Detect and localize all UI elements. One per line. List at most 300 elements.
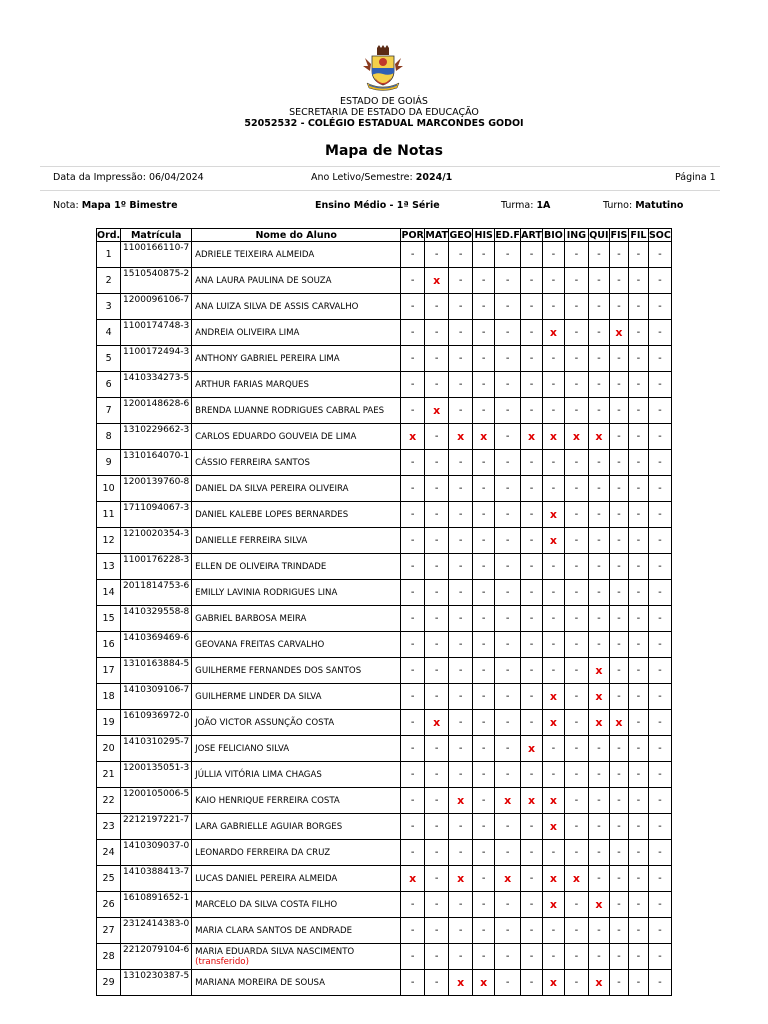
grade-cell: - [449,632,473,658]
grade-cell: - [495,398,521,424]
grade-cell: - [628,840,648,866]
grade-cell: - [648,606,671,632]
order-cell: 29 [97,970,121,996]
grade-flag-cell: x [401,866,425,892]
grade-cell: - [609,918,628,944]
grade-cell: - [521,918,543,944]
grade-cell: - [628,528,648,554]
print-date-field [53,172,204,183]
grade-cell: - [648,814,671,840]
grade-cell: - [609,528,628,554]
grade-cell: - [609,424,628,450]
grade-cell: - [521,398,543,424]
table-row [97,502,672,528]
grade-cell: - [588,632,609,658]
table-row [97,684,672,710]
grade-cell: - [473,606,495,632]
table-row [97,476,672,502]
student-name-cell [192,476,401,502]
grade-cell: - [495,580,521,606]
grade-cell: - [588,450,609,476]
table-row [97,736,672,762]
order-cell: 3 [97,294,121,320]
student-name-cell [192,528,401,554]
grade-cell: - [495,944,521,970]
grade-cell: - [609,580,628,606]
column-header: MAT [425,229,448,241]
table-row [97,528,672,554]
grade-cell: - [542,918,564,944]
grade-cell: - [588,242,609,268]
grade-cell: - [588,840,609,866]
shift-value: Matutino [635,200,684,211]
grade-cell: - [609,944,628,970]
order-cell: 13 [97,554,121,580]
grade-cell: - [473,450,495,476]
print-date-value: 06/04/2024 [148,172,204,183]
grade-cell: - [648,294,671,320]
column-header: HIS [474,229,493,241]
grade-cell: - [521,814,543,840]
grade-cell: - [521,450,543,476]
grade-flag-cell: x [542,684,564,710]
grade-cell: - [648,684,671,710]
order-cell: 9 [97,450,121,476]
grade-cell: - [628,892,648,918]
grade-cell: - [609,242,628,268]
grade-cell: - [628,398,648,424]
student-name: LEONARDO FERREIRA DA CRUZ [195,847,331,858]
grade-cell: - [588,476,609,502]
grade-cell: - [521,268,543,294]
class-value: 1A [536,200,551,211]
grade-cell: - [425,424,449,450]
order-cell: 28 [97,944,121,970]
column-header: Matrícula [121,229,192,242]
grade-cell: - [473,476,495,502]
grade-cell: - [628,658,648,684]
page-number-field [675,172,716,183]
grade-cell: - [425,970,449,996]
grade-cell: - [628,814,648,840]
grade-cell: - [401,658,425,684]
grade-cell: - [564,840,588,866]
grade-cell: - [473,294,495,320]
registration-cell: 1310163884-5 [121,658,192,684]
grade-cell: - [521,476,543,502]
grade-cell: - [473,736,495,762]
grade-cell: - [628,502,648,528]
grade-cell: - [588,398,609,424]
grade-cell: - [588,320,609,346]
grade-cell: - [473,268,495,294]
grade-cell: - [648,424,671,450]
table-row [97,788,672,814]
grade-cell: - [401,970,425,996]
registration-cell: 2312414383-0 [121,918,192,944]
order-cell: 8 [97,424,121,450]
grade-cell: - [425,528,449,554]
grade-cell: - [473,684,495,710]
student-name: JOSE FELICIANO SILVA [195,743,290,754]
grade-cell: - [564,788,588,814]
grade-cell: - [648,736,671,762]
grade-cell: - [542,476,564,502]
grade-cell: - [401,242,425,268]
table-row [97,814,672,840]
grade-cell: - [449,918,473,944]
grade-cell: - [628,788,648,814]
divider [40,166,720,167]
grade-cell: - [473,320,495,346]
student-name: KAIO HENRIQUE FERREIRA COSTA [195,795,340,806]
registration-cell: 1100172494-3 [121,346,192,372]
student-name-cell [192,398,401,424]
grade-cell: - [425,918,449,944]
grade-cell: - [473,944,495,970]
grade-cell: - [473,762,495,788]
grade-cell: - [564,528,588,554]
registration-cell: 1310164070-1 [121,450,192,476]
order-cell: 23 [97,814,121,840]
grade-cell: - [588,372,609,398]
grade-cell: - [609,450,628,476]
shift-field [603,200,683,211]
grade-cell: - [628,606,648,632]
page-title: Mapa de Notas [325,143,443,159]
grade-cell: - [628,684,648,710]
grade-cell: - [521,372,543,398]
column-header: ED.F [495,229,520,241]
grades-table [96,228,672,996]
grade-cell: - [542,606,564,632]
grade-cell: - [588,554,609,580]
order-cell: 6 [97,372,121,398]
table-row [97,424,672,450]
registration-cell: 1510540875-2 [121,268,192,294]
grade-cell: - [425,658,449,684]
grade-type-value: Mapa 1º Bimestre [81,200,178,211]
grade-cell: - [542,736,564,762]
grade-cell: - [473,346,495,372]
grade-cell: - [588,346,609,372]
grade-cell: - [628,268,648,294]
grade-cell: - [449,346,473,372]
school-year-label: Ano Letivo/Semestre: [311,172,413,183]
student-name: GUILHERME LINDER DA SILVA [195,691,322,702]
student-name: JOÃO VICTOR ASSUNÇÃO COSTA [195,717,335,728]
table-row [97,970,672,996]
grade-cell: - [564,814,588,840]
grade-cell: - [648,918,671,944]
order-cell: 17 [97,658,121,684]
student-name: BRENDA LUANNE RODRIGUES CABRAL PAES [195,405,385,416]
grade-cell: - [542,762,564,788]
grade-cell: - [401,762,425,788]
grade-flag-cell: x [401,424,425,450]
grade-cell: - [628,970,648,996]
grade-cell: - [564,346,588,372]
grade-cell: - [401,580,425,606]
table-row [97,632,672,658]
grade-cell: - [648,892,671,918]
table-row [97,580,672,606]
student-name-cell [192,944,401,970]
grade-cell: - [495,320,521,346]
grade-cell: - [609,632,628,658]
grade-cell: - [628,944,648,970]
student-name: GEOVANA FREITAS CARVALHO [195,639,325,650]
grade-cell: - [628,736,648,762]
column-header: ART [521,229,542,241]
grade-cell: - [473,788,495,814]
grade-cell: - [425,502,449,528]
grade-cell: - [425,814,449,840]
grade-cell: - [401,502,425,528]
grade-flag-cell: x [542,320,564,346]
grade-cell: - [521,606,543,632]
grade-cell: - [473,632,495,658]
student-name: CARLOS EDUARDO GOUVEIA DE LIMA [195,431,357,442]
grade-cell: - [449,892,473,918]
grade-cell: - [648,242,671,268]
table-row [97,320,672,346]
student-name: DANIEL DA SILVA PEREIRA OLIVEIRA [195,483,349,494]
grade-flag-cell: x [542,970,564,996]
shift-label: Turno: [603,200,633,211]
grade-cell: - [495,814,521,840]
column-header: Ord. [97,229,121,241]
grade-cell: - [648,554,671,580]
grade-cell: - [449,710,473,736]
student-name-cell [192,424,401,450]
grade-cell: - [449,684,473,710]
column-header: FIS [610,229,628,241]
grade-cell: - [495,268,521,294]
grade-cell: - [521,554,543,580]
registration-cell: 1410310295-7 [121,736,192,762]
grade-flag-cell: x [588,710,609,736]
grade-cell: - [588,580,609,606]
column-header: POR [401,229,424,241]
grade-cell: - [609,476,628,502]
grade-cell: - [401,372,425,398]
grade-cell: - [588,502,609,528]
grade-cell: - [648,476,671,502]
grade-cell: - [521,762,543,788]
grade-cell: - [648,632,671,658]
grade-cell: - [425,684,449,710]
grade-flag-cell: x [521,424,543,450]
grade-cell: - [609,502,628,528]
grade-cell: - [609,372,628,398]
grade-cell: - [449,658,473,684]
grade-cell: - [473,554,495,580]
student-name-cell [192,242,401,268]
order-cell: 24 [97,840,121,866]
grade-cell: - [564,398,588,424]
registration-cell: 1200105006-5 [121,788,192,814]
grade-cell: - [495,528,521,554]
grade-flag-cell: x [542,892,564,918]
column-header: ING [564,229,588,242]
grade-cell: - [495,736,521,762]
student-name-cell [192,892,401,918]
grade-cell: - [521,632,543,658]
grade-cell: - [521,840,543,866]
grade-cell: - [628,320,648,346]
student-name-cell [192,918,401,944]
grade-cell: - [542,554,564,580]
grade-cell: - [542,840,564,866]
grade-cell: - [588,866,609,892]
grade-flag-cell: x [449,866,473,892]
grade-cell: - [401,684,425,710]
grade-cell: - [648,450,671,476]
grade-cell: - [521,684,543,710]
grade-cell: - [425,554,449,580]
grade-cell: - [609,294,628,320]
order-cell: 19 [97,710,121,736]
school-name: 52052532 - COLÉGIO ESTADUAL MARCONDES GODOI [244,118,524,129]
grade-cell: - [564,710,588,736]
grade-cell: - [628,450,648,476]
grade-cell: - [588,762,609,788]
grade-cell: - [473,658,495,684]
grade-cell: - [425,372,449,398]
order-cell: 25 [97,866,121,892]
grade-cell: - [564,580,588,606]
school-year-value: 2024/1 [415,172,453,183]
grade-cell: - [628,632,648,658]
order-cell: 20 [97,736,121,762]
order-cell: 12 [97,528,121,554]
grade-cell: - [521,320,543,346]
grade-cell: - [473,918,495,944]
grade-cell: - [425,294,449,320]
grade-cell: - [473,710,495,736]
grade-cell: - [648,502,671,528]
grade-cell: - [648,866,671,892]
registration-cell: 1310230387-5 [121,970,192,996]
student-name: MARIA EDUARDA SILVA NASCIMENTO [195,946,355,957]
grade-cell: - [542,268,564,294]
grade-cell: - [401,268,425,294]
table-row [97,840,672,866]
grade-cell: - [449,814,473,840]
grade-cell: - [495,762,521,788]
student-name-cell [192,580,401,606]
grade-cell: - [495,242,521,268]
grade-cell: - [401,840,425,866]
grade-cell: - [449,294,473,320]
grade-cell: - [495,892,521,918]
grade-cell: - [473,528,495,554]
grade-cell: - [648,788,671,814]
grade-cell: - [609,398,628,424]
grade-cell: - [425,788,449,814]
registration-cell: 1100166110-7 [121,242,192,268]
grade-cell: - [542,242,564,268]
grade-cell: - [425,346,449,372]
grade-cell: - [648,710,671,736]
student-name: LUCAS DANIEL PEREIRA ALMEIDA [195,873,338,884]
grade-cell: - [521,346,543,372]
grade-cell: - [425,944,449,970]
grade-cell: - [609,684,628,710]
table-row [97,398,672,424]
student-name-cell [192,554,401,580]
registration-cell: 1100174748-3 [121,320,192,346]
grade-cell: - [648,658,671,684]
education-level: Ensino Médio - 1ª Série [315,200,440,211]
grade-flag-cell: x [449,788,473,814]
table-row [97,268,672,294]
grade-cell: - [401,788,425,814]
student-name-cell [192,606,401,632]
grade-cell: - [473,398,495,424]
grade-cell: - [425,762,449,788]
student-name: ANA LAURA PAULINA DE SOUZA [195,275,332,286]
grade-cell: - [542,346,564,372]
registration-cell: 2212079104-6 [121,944,192,970]
grade-cell: - [564,684,588,710]
registration-cell: 1711094067-3 [121,502,192,528]
grade-flag-cell: x [449,424,473,450]
student-name: GUILHERME FERNANDES DOS SANTOS [195,665,362,676]
grade-cell: - [449,944,473,970]
grade-cell: - [521,502,543,528]
order-cell: 16 [97,632,121,658]
grade-cell: - [609,814,628,840]
grade-flag-cell: x [542,424,564,450]
grade-cell: - [564,294,588,320]
grade-cell: - [449,268,473,294]
grade-flag-cell: x [588,658,609,684]
grade-cell: - [609,788,628,814]
grade-cell: - [449,528,473,554]
grade-flag-cell: x [425,268,449,294]
table-row [97,658,672,684]
grade-type-label: Nota: [53,200,79,211]
student-name-cell [192,502,401,528]
student-name-cell [192,684,401,710]
student-name-cell [192,814,401,840]
grade-cell: - [609,268,628,294]
grade-flag-cell: x [495,788,521,814]
order-cell: 18 [97,684,121,710]
grade-flag-cell: x [542,528,564,554]
grade-cell: - [564,372,588,398]
student-name: MARCELO DA SILVA COSTA FILHO [195,899,338,910]
grade-cell: - [449,736,473,762]
student-name: ANDREIA OLIVEIRA LIMA [195,327,300,338]
grade-cell: - [609,346,628,372]
order-cell: 4 [97,320,121,346]
order-cell: 10 [97,476,121,502]
grade-cell: - [401,398,425,424]
grade-cell: - [401,814,425,840]
grade-cell: - [495,684,521,710]
grade-cell: - [401,294,425,320]
grade-cell: - [648,398,671,424]
registration-cell: 1610891652-1 [121,892,192,918]
grade-cell: - [521,242,543,268]
grade-cell: - [564,606,588,632]
grade-flag-cell: x [521,736,543,762]
student-name: DANIELLE FERREIRA SILVA [195,535,308,546]
grade-cell: - [521,710,543,736]
